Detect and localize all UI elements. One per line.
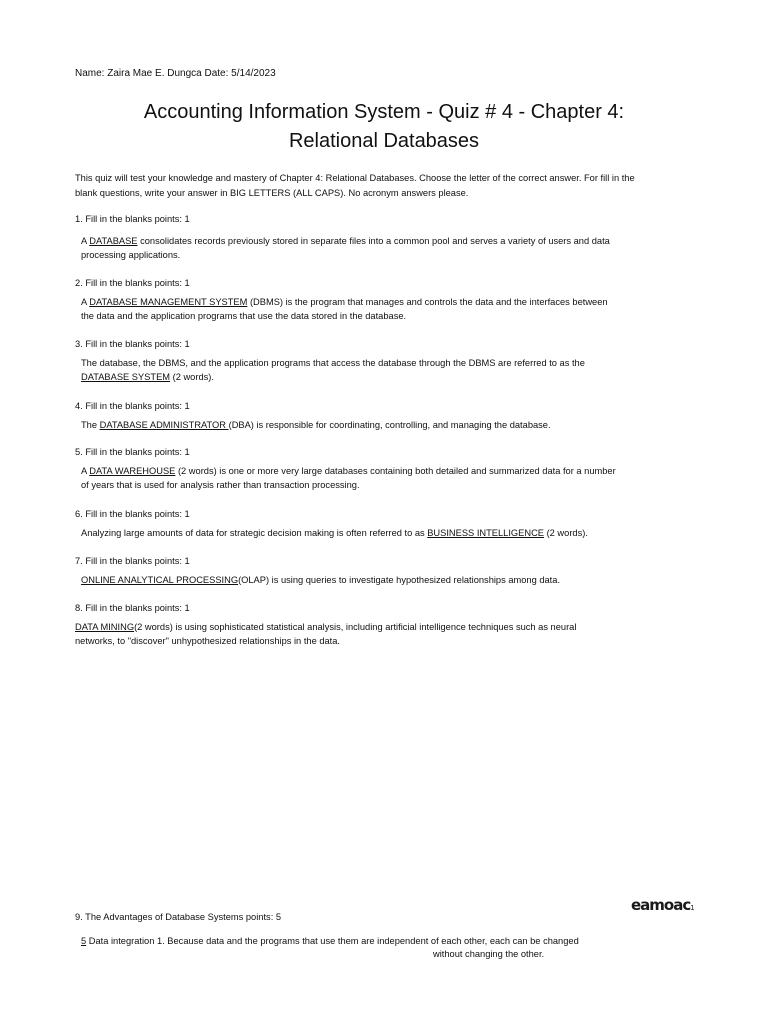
question-4-post: (DBA) is responsible for coordinating, controlling, and managing the database.: [228, 420, 551, 430]
question-1-answer: DATABASE: [89, 236, 138, 246]
question-2-text: [81, 295, 701, 310]
title-line-2: Relational Databases: [288, 130, 480, 152]
question-2-heading: 2. Fill in the blanks points: 1: [75, 278, 190, 288]
question-5-pre: A: [81, 466, 90, 476]
question-9-answer: 5: [81, 936, 87, 946]
question-1-heading: 1. Fill in the blanks points: 1: [75, 214, 190, 224]
question-9-text-line-2: without changing the other.: [433, 949, 545, 959]
question-8-heading: 8. Fill in the blanks points: 1: [75, 603, 190, 613]
question-5-heading: 5. Fill in the blanks points: 1: [75, 447, 190, 457]
question-6-pre: Analyzing large amounts of data for strategic decision making is often referred to as: [81, 528, 428, 538]
question-8-text: [75, 620, 705, 635]
question-8-post: (2 words) is using sophisticated statistical analysis, including artificial intelligence techniques such as neural: [134, 622, 577, 632]
question-4-pre: The: [81, 420, 100, 430]
question-1-text-line-2: processing applications.: [81, 250, 181, 260]
logo-text: eamoac: [631, 896, 691, 914]
question-5-text: [81, 464, 701, 479]
question-5-answer: DATA WAREHOUSE: [89, 466, 176, 476]
question-3-text-line-2: [81, 370, 214, 385]
question-6-text: [81, 526, 701, 541]
question-9-post: Data integration 1. Because data and the programs that use them are independent of each other, each can be changed: [86, 936, 579, 946]
question-1-pre: A: [81, 236, 90, 246]
question-7-post: (OLAP) is using queries to investigate hypothesized relationships among data.: [238, 575, 561, 585]
question-3-heading: 3. Fill in the blanks points: 1: [75, 339, 190, 349]
instructions-line-1: This quiz will test your knowledge and mastery of Chapter 4: Relational Databases. Choose the letter of the correct answer. For fill in the: [75, 173, 635, 183]
question-2-post: (DBMS) is the program that manages and controls the data and the interfaces between: [247, 297, 608, 307]
question-7-text: [81, 573, 701, 588]
question-7-heading: 7. Fill in the blanks points: 1: [75, 556, 190, 566]
name-date-line: Name: Zaira Mae E. Dungca Date: 5/14/2023: [75, 68, 276, 79]
question-7-answer: ONLINE ANALYTICAL PROCESSING: [81, 575, 239, 585]
question-9-text: [81, 934, 701, 949]
question-5-post: (2 words) is one or more very large databases containing both detailed and summarized data for a number: [175, 466, 616, 476]
question-2-pre: A: [81, 297, 90, 307]
question-1-post: consolidates records previously stored in separate files into a common pool and serves a variety of users and data: [137, 236, 610, 246]
question-6-answer: BUSINESS INTELLIGENCE: [427, 528, 544, 538]
instructions-line-2: blank questions, write your answer in BIG LETTERS (ALL CAPS). No acronym answers please.: [75, 188, 469, 198]
question-3-text: The database, the DBMS, and the application programs that access the database through the DBMS are referred to as the: [81, 358, 585, 368]
question-2-answer: DATABASE MANAGEMENT SYSTEM: [89, 297, 248, 307]
page-number: 1: [690, 904, 695, 912]
question-4-heading: 4. Fill in the blanks points: 1: [75, 401, 190, 411]
question-5-text-line-2: of years that is used for analysis rather than transaction processing.: [81, 480, 360, 490]
question-3-post: (2 words).: [170, 372, 214, 382]
question-2-text-line-2: the data and the application programs that use the data stored in the database.: [81, 311, 407, 321]
question-8-answer: DATA MINING: [75, 622, 135, 632]
question-8-text-line-2: networks, to "discover" unhypothesized relationships in the data.: [75, 636, 340, 646]
question-6-heading: 6. Fill in the blanks points: 1: [75, 509, 190, 519]
question-1-text: [81, 234, 701, 249]
quiz-instructions: [75, 171, 705, 201]
question-3-answer: DATABASE SYSTEM: [81, 372, 171, 382]
page-title: [84, 98, 684, 156]
eamoac-logo: [631, 896, 695, 914]
question-4-text: [81, 418, 701, 433]
question-9-heading: 9. The Advantages of Database Systems points: 5: [75, 912, 282, 922]
question-6-post: (2 words).: [544, 528, 588, 538]
title-line-1: Accounting Information System - Quiz # 4 - Chapter 4:: [143, 101, 625, 123]
question-4-answer: DATABASE ADMINISTRATOR: [99, 420, 229, 430]
